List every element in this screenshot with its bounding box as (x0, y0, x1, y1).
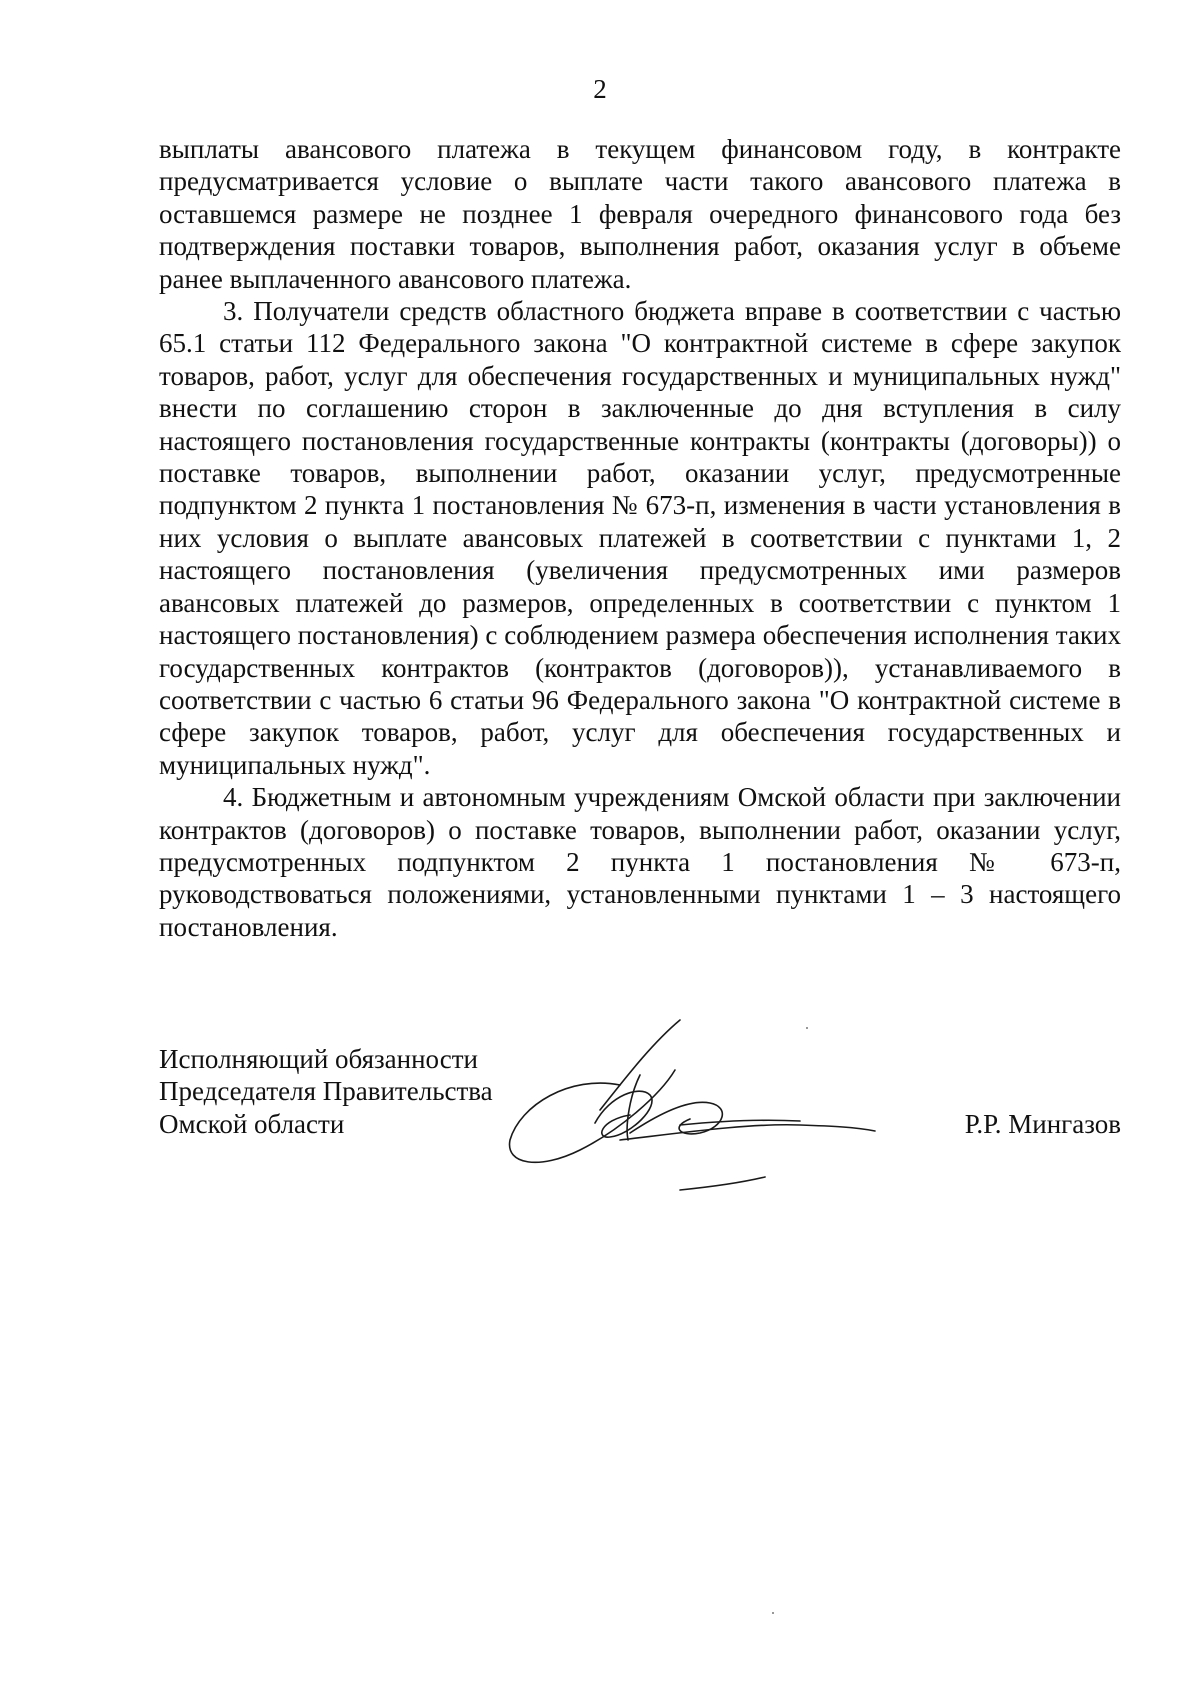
scan-speck (806, 1027, 808, 1029)
signatory-position-line: Председателя Правительства (159, 1076, 493, 1107)
signatory-position-line: Исполняющий обязанности (159, 1044, 478, 1074)
signatory-position (159, 1043, 559, 1140)
signatory-position-line: Омской области (159, 1108, 345, 1139)
paragraph-item-4: 4. Бюджетным и автономным учреждениям Омской области при заключении контрактов (договоров) о поставке товаров, выполнении работ, оказании услуг, предусмотренных подпунктом 2 пункта 1 постановления № 673-п, руководствоваться положениями, установленными пунктами 1 – 3 настоящего постановления. (159, 782, 1121, 942)
signatory-name: Р.Р. Мингазов (964, 1108, 1121, 1139)
paragraph-item-3: 3. Получатели средств областного бюджета вправе в соответствии с частью 65.1 статьи 112 Федерального закона "О контрактной системе в сфере закупок товаров, работ, услуг для обеспечения государственных и муниципальных нужд" внести по соглашению сторон в заключенные до дня вступления в силу настоящего постановления государственные контракты (контракты (договоры)) о поставке товаров, выполнении работ, оказании услуг, предусмотренные подпунктом 2 пункта 1 постановления № 673-п, изменения в части установления в них условия о выплате авансовых платежей в соответствии с пунктами 1, 2 настоящего постановления (увеличения предусмотренных ими размеров авансовых платежей до размеров, определенных в соответствии с пунктом 1 настоящего постановления) с соблюдением размера обеспечения исполнения таких государственных контрактов (контрактов (договоров)), устанавливаемого в соответствии с частью 6 статьи 96 Федерального закона "О контрактной системе в сфере закупок товаров, работ, услуг для обеспечения государственных и муниципальных нужд". (159, 296, 1121, 780)
page-number: 2 (593, 74, 607, 104)
document-body (159, 133, 1121, 943)
scan-speck (772, 1612, 774, 1614)
handwritten-signature (500, 1015, 920, 1200)
paragraph-continuation: выплаты авансового платежа в текущем финансовом году, в контракте предусматривается условие о выплате части такого авансового платежа в оставшемся размере не позднее 1 февраля очередного финансового года без подтверждения поставки товаров, выполнения работ, оказания услуг в объеме ранее выплаченного авансового платежа. (159, 134, 1121, 294)
